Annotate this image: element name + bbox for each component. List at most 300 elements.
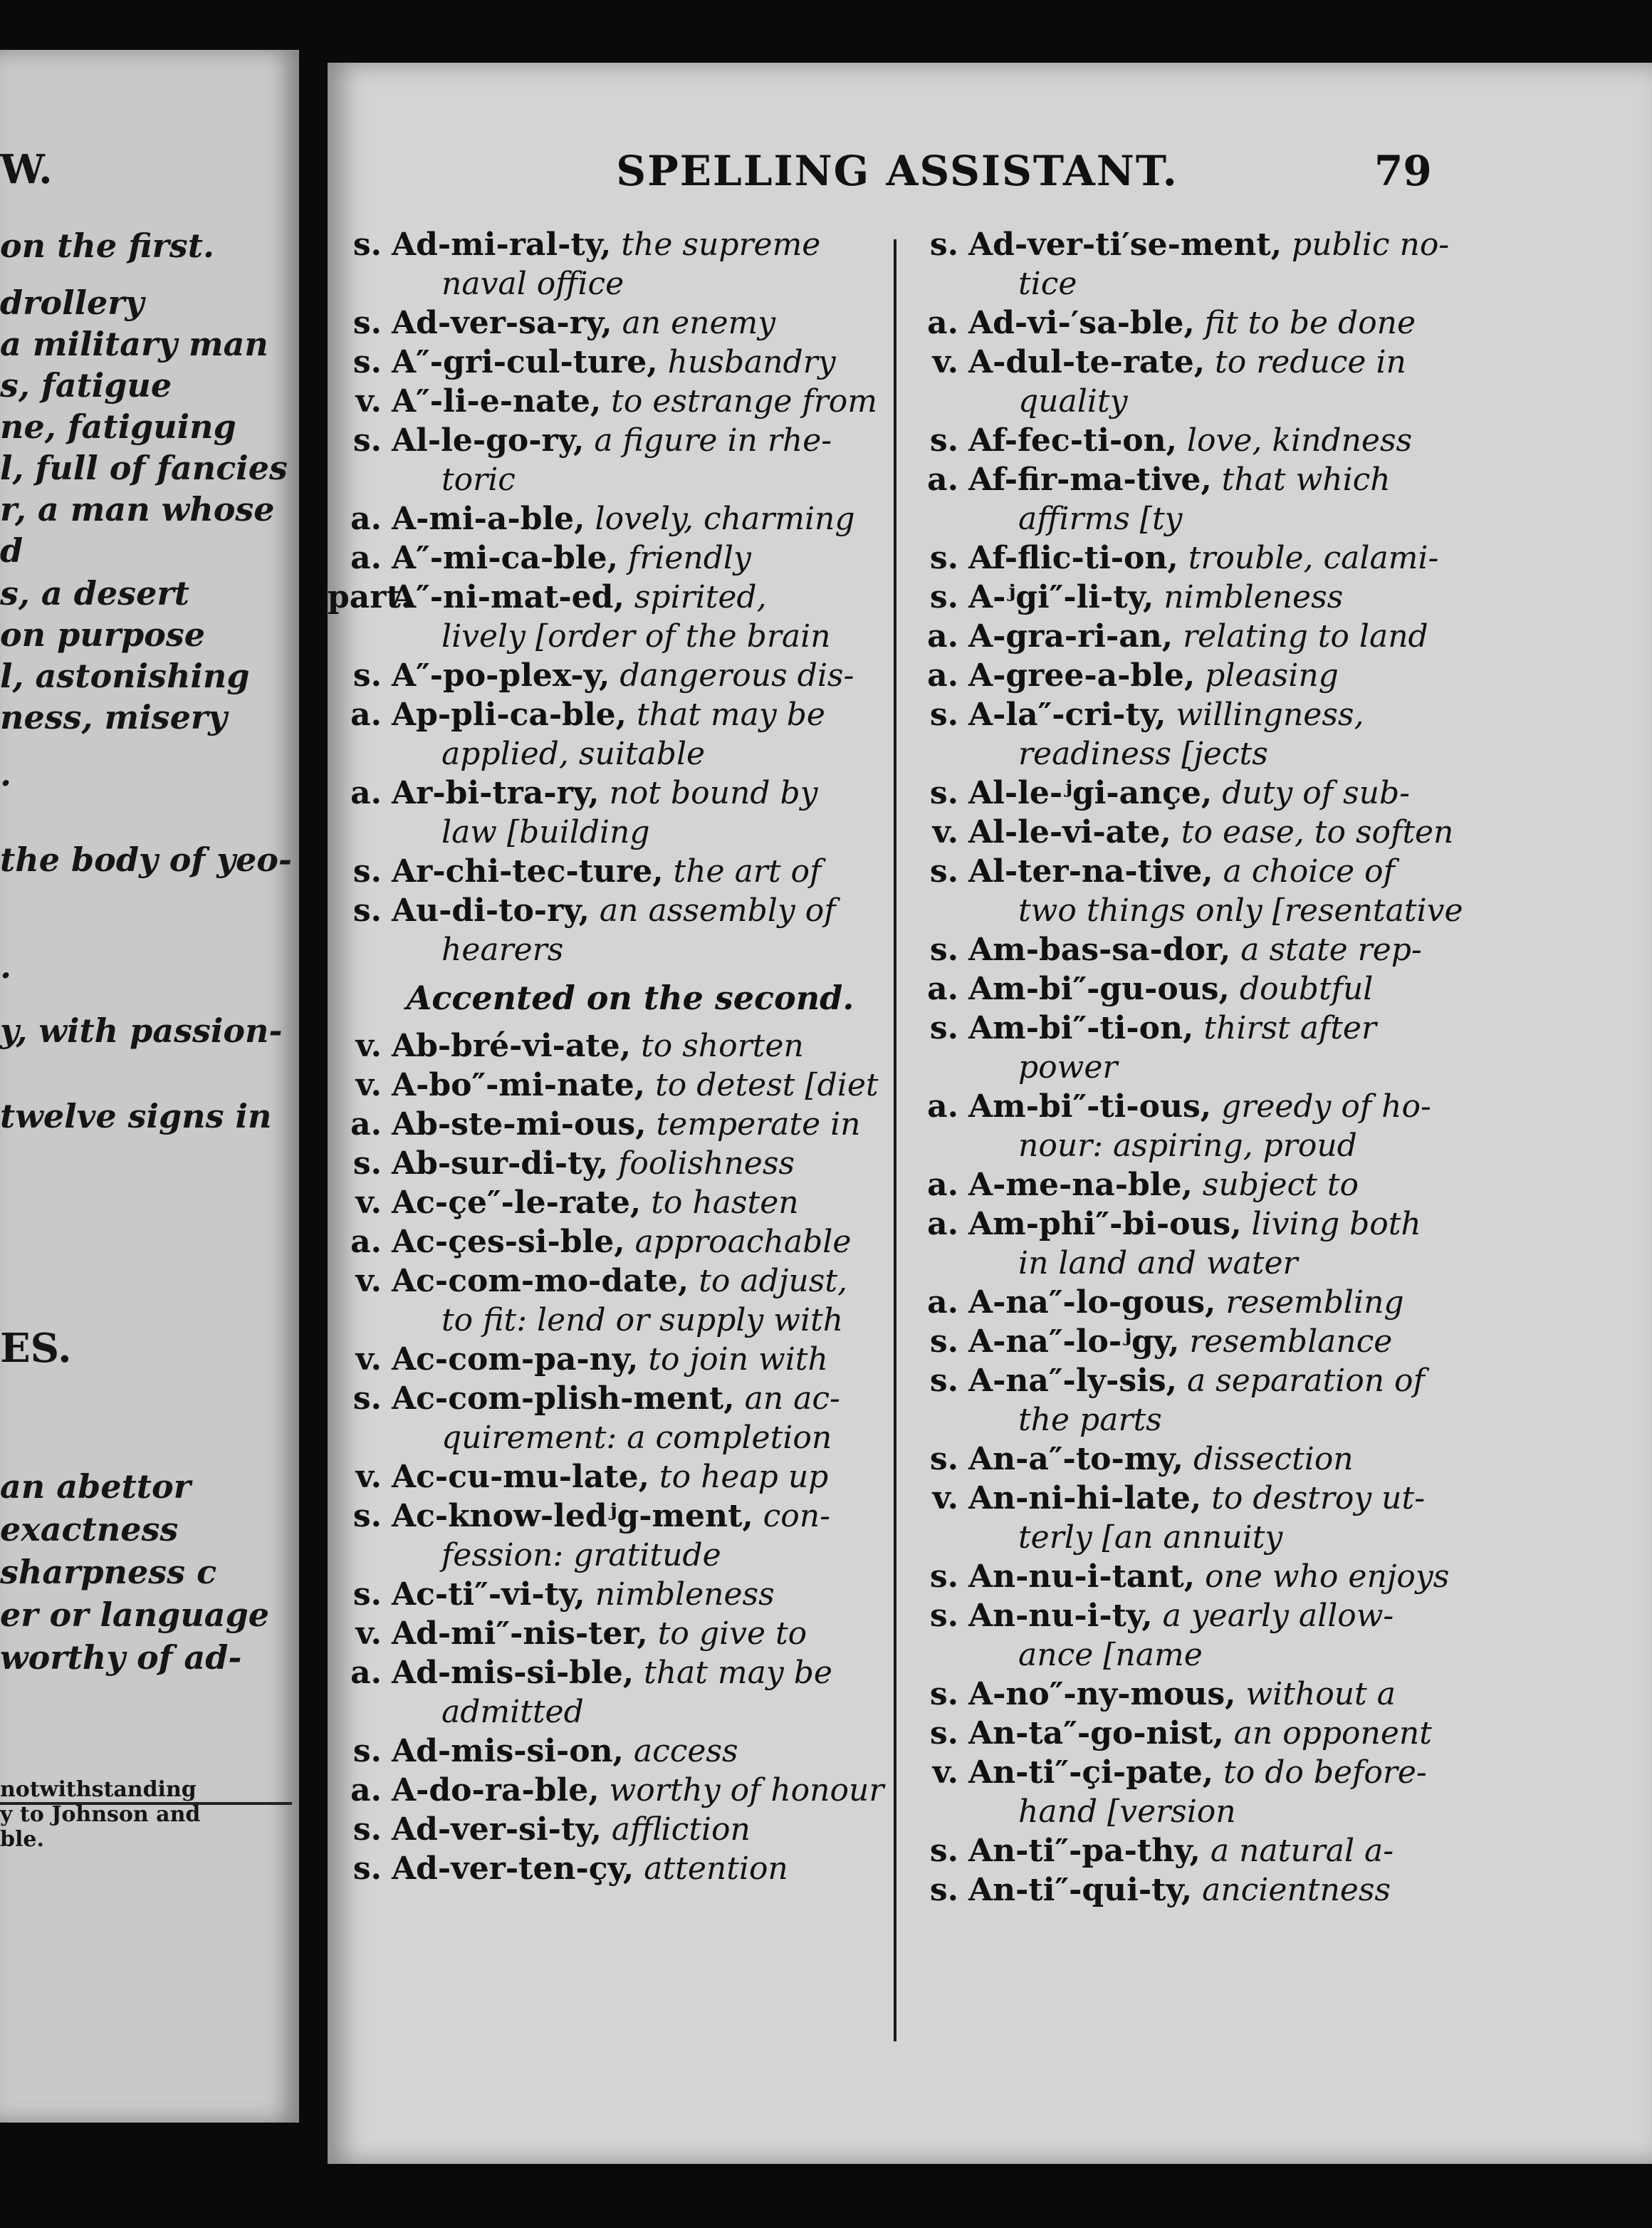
definition: not bound by — [609, 775, 818, 811]
headword: A-na″-lo-gous, — [968, 1284, 1216, 1321]
dictionary-entry — [904, 303, 1431, 343]
headword: Ac-ti″-vi-ty, — [392, 1576, 585, 1613]
dictionary-entry — [328, 1340, 890, 1379]
part-of-speech: a. — [927, 1284, 958, 1321]
dictionary-entry — [328, 499, 890, 538]
definition-continuation: admitted — [441, 1694, 584, 1730]
prev-page-line: y, with passion- — [0, 1011, 283, 1050]
part-of-speech: s. — [929, 1715, 958, 1751]
dictionary-entry — [328, 1732, 890, 1771]
definition-continuation: applied, suitable — [441, 736, 706, 772]
headword: Ac-know-ledʲg-ment, — [392, 1498, 753, 1534]
left-column — [328, 225, 890, 1888]
definition: ancientness — [1202, 1872, 1391, 1908]
headword: Ac-çe″-le-rate, — [392, 1185, 642, 1221]
headword: Al-le-vi-ate, — [968, 814, 1171, 850]
headword: Al-le-go-ry, — [392, 422, 585, 459]
prev-page-line: an abettor — [0, 1467, 191, 1506]
part-of-speech: s. — [352, 227, 382, 263]
part-of-speech: s. — [352, 853, 382, 890]
dictionary-page — [328, 63, 1652, 2164]
dictionary-entry — [904, 578, 1431, 617]
dictionary-entry — [328, 656, 890, 695]
dictionary-entry — [328, 343, 890, 382]
part-of-speech: a. — [350, 540, 382, 576]
dictionary-entry — [904, 617, 1431, 656]
dictionary-entry — [328, 1614, 890, 1653]
headword: A-ʲgi″-li-ty, — [968, 579, 1154, 615]
part-of-speech: s. — [929, 1363, 958, 1399]
part-of-speech: a. — [927, 618, 958, 655]
definition: a choice of — [1223, 853, 1395, 890]
part-of-speech: s. — [929, 422, 958, 459]
definition: husbandry — [667, 344, 836, 380]
definition: resemblance — [1189, 1323, 1393, 1360]
dictionary-entry — [904, 813, 1454, 852]
definition: spirited, — [634, 579, 767, 615]
definition-continuation: ance [name — [1018, 1637, 1203, 1673]
definition: fit to be done — [1204, 305, 1416, 341]
headword: Ab-bré-vi-ate, — [392, 1028, 632, 1064]
prev-page-line: er or language — [0, 1595, 270, 1634]
definition-continuation: in land and water — [1018, 1245, 1298, 1281]
part-of-speech: s. — [352, 657, 382, 694]
headword: Ac-com-pa-ny, — [392, 1341, 639, 1378]
definition-continuation: nour: aspiring, proud — [1018, 1128, 1357, 1164]
dictionary-entry — [328, 1066, 890, 1105]
headword: A-la″-cri-ty, — [968, 697, 1166, 733]
definition: to estrange from — [611, 383, 877, 420]
dictionary-entry — [904, 343, 1431, 382]
part-of-speech: s. — [352, 1850, 382, 1887]
part-of-speech: a. — [927, 305, 958, 341]
headword: Ac-cu-mu-late, — [392, 1459, 649, 1495]
definition-continuation: lively [order of the brain — [441, 618, 831, 655]
headword: An-ti″-pa-thy, — [968, 1833, 1201, 1869]
definition: an opponent — [1233, 1715, 1432, 1751]
definition: friendly — [627, 540, 751, 576]
headword: A″-gri-cul-ture, — [392, 344, 658, 380]
part-of-speech: s. — [929, 1323, 958, 1360]
previous-page — [0, 50, 299, 2123]
headword: Ad-ver-sa-ry, — [392, 305, 612, 341]
part-of-speech: s. — [929, 579, 958, 615]
part-of-speech: a. — [350, 1106, 382, 1142]
prev-page-line: d — [0, 531, 23, 570]
headword: A-no″-ny-mous, — [968, 1676, 1236, 1712]
definition: foolishness — [618, 1145, 795, 1182]
headword: Ad-ver-ti′se-ment, — [968, 227, 1282, 263]
headword: Ad-mis-si-on, — [392, 1733, 624, 1769]
headword: A″-li-e-nate, — [392, 383, 602, 420]
definition: a state rep- — [1240, 932, 1422, 968]
dictionary-entry — [904, 1870, 1431, 1910]
dictionary-entry — [904, 1753, 1431, 1792]
dictionary-entry — [328, 1810, 890, 1849]
headword: A-gree-a-ble, — [968, 657, 1196, 694]
part-of-speech: a. — [927, 462, 958, 498]
definition: a yearly allow- — [1162, 1598, 1394, 1634]
definition: doubtful — [1239, 971, 1374, 1007]
definition-continuation: two things only [resentative — [1018, 892, 1463, 929]
definition: a natural a- — [1210, 1833, 1394, 1869]
definition: resembling — [1225, 1284, 1404, 1321]
part-of-speech: v. — [932, 1480, 958, 1516]
headword: Ad-mi″-nis-ter, — [392, 1615, 648, 1652]
headword: Al-le-ʲgi-ançe, — [968, 775, 1213, 811]
definition-continuation: affirms [ty — [1018, 501, 1183, 537]
headword: Ad-mis-si-ble, — [392, 1655, 634, 1691]
definition-continuation: readiness [jects — [1018, 736, 1268, 772]
part-of-speech: v. — [355, 1185, 382, 1221]
part-of-speech: s. — [352, 1380, 382, 1417]
definition: approachable — [634, 1224, 852, 1260]
definition: to heap up — [659, 1459, 829, 1495]
definition: thirst after — [1203, 1010, 1376, 1046]
dictionary-entry — [904, 1557, 1450, 1596]
part-of-speech: a. — [927, 1167, 958, 1203]
dictionary-entry — [328, 382, 890, 421]
definition-continuation: power — [1018, 1049, 1118, 1086]
headword: Ad-ver-ten-çy, — [392, 1850, 634, 1887]
definition: duty of sub- — [1222, 775, 1410, 811]
prev-page-line: a military man — [0, 325, 268, 363]
prev-page-line: l, full of fancies — [0, 449, 288, 487]
dictionary-entry — [328, 1144, 890, 1183]
dictionary-entry — [328, 1261, 890, 1301]
definition: worthy of honour — [609, 1772, 884, 1808]
part-of-speech: s. — [352, 892, 382, 929]
part-of-speech: part. — [328, 579, 412, 615]
part-of-speech: a. — [350, 1655, 382, 1691]
definition: con- — [763, 1498, 830, 1534]
headword: Ar-bi-tra-ry, — [392, 775, 600, 811]
headword: A-do-ra-ble, — [392, 1772, 600, 1808]
headword: Au-di-to-ry, — [392, 892, 590, 929]
prev-page-line: on purpose — [0, 615, 205, 654]
definition: relating to land — [1183, 618, 1428, 655]
headword: A-dul-te-rate, — [968, 344, 1206, 380]
dictionary-entry — [328, 852, 890, 891]
page-number: 79 — [1374, 147, 1432, 195]
headword: A-na″-lo-ʲgy, — [968, 1323, 1180, 1360]
definition: love, kindness — [1186, 422, 1413, 459]
definition: to shorten — [641, 1028, 804, 1064]
prev-page-line: sharpness c — [0, 1553, 217, 1591]
definition: pleasing — [1205, 657, 1339, 694]
definition: to detest [diet — [655, 1067, 879, 1103]
part-of-speech: s. — [352, 1145, 382, 1182]
part-of-speech: a. — [927, 971, 958, 1007]
prev-page-line: ES. — [0, 1325, 72, 1372]
prev-page-line: on the first. — [0, 227, 214, 265]
definition: the art of — [673, 853, 822, 890]
part-of-speech: a. — [350, 697, 382, 733]
dictionary-entry — [904, 1087, 1431, 1126]
headword: Ac-com-mo-date, — [392, 1263, 689, 1299]
headword: A-mi-a-ble, — [392, 501, 585, 537]
definition: attention — [644, 1850, 788, 1887]
part-of-speech: s. — [352, 305, 382, 341]
definition-continuation: toric — [441, 462, 516, 498]
headword: Ar-chi-tec-ture, — [392, 853, 664, 890]
dictionary-entry — [328, 1575, 890, 1614]
part-of-speech: a. — [927, 1206, 958, 1242]
definition: that which — [1221, 462, 1391, 498]
prev-page-line: s, fatigue — [0, 366, 172, 405]
definition-continuation: hearers — [441, 932, 564, 968]
headword: A″-po-plex-y, — [392, 657, 610, 694]
definition: that may be — [644, 1655, 832, 1691]
part-of-speech: s. — [352, 344, 382, 380]
part-of-speech: s. — [929, 853, 958, 890]
dictionary-entry — [904, 1714, 1431, 1753]
prev-page-line: . — [0, 755, 12, 793]
dictionary-entry — [904, 1009, 1431, 1048]
dictionary-entry — [904, 421, 1431, 460]
headword: Af-flic-ti-on, — [968, 540, 1178, 576]
definition-continuation: to fit: lend or supply with — [441, 1302, 844, 1338]
part-of-speech: s. — [352, 1733, 382, 1769]
headword: A-gra-ri-an, — [968, 618, 1173, 655]
section-subheading: Accented on the second. — [406, 979, 854, 1017]
definition: to give to — [657, 1615, 807, 1652]
dictionary-entry — [904, 460, 1431, 499]
definition-continuation: tice — [1018, 266, 1077, 302]
headword: Ab-sur-di-ty, — [392, 1145, 609, 1182]
part-of-speech: a. — [350, 501, 382, 537]
headword: An-ti″-qui-ty, — [968, 1872, 1193, 1908]
definition: nimbleness — [595, 1576, 775, 1613]
definition: affliction — [611, 1811, 751, 1848]
prev-page-line: drollery — [0, 283, 145, 322]
part-of-speech: a. — [350, 775, 382, 811]
dictionary-entry — [328, 774, 890, 813]
column-divider — [894, 239, 896, 2041]
dictionary-entry — [904, 1283, 1431, 1322]
dictionary-entry — [904, 1479, 1431, 1518]
definition: the supreme — [621, 227, 821, 263]
definition: to destroy ut- — [1211, 1480, 1426, 1516]
part-of-speech: s. — [929, 932, 958, 968]
definition: living both — [1251, 1206, 1421, 1242]
prev-page-line: worthy of ad- — [0, 1638, 242, 1677]
part-of-speech: s. — [352, 1576, 382, 1613]
definition: public no- — [1292, 227, 1450, 263]
page-title: SPELLING ASSISTANT. — [616, 147, 1178, 195]
headword: Am-bi″-ti-on, — [968, 1010, 1194, 1046]
part-of-speech: a. — [350, 1224, 382, 1260]
part-of-speech: v. — [355, 383, 382, 420]
part-of-speech: v. — [355, 1067, 382, 1103]
definition-continuation: naval office — [441, 266, 624, 302]
prev-page-footnote: notwithstanding — [0, 1777, 197, 1802]
part-of-speech: s. — [352, 1811, 382, 1848]
dictionary-entry — [328, 1653, 890, 1692]
headword: Am-bas-sa-dor, — [968, 932, 1231, 968]
headword: A″-ni-mat-ed, — [392, 579, 624, 615]
part-of-speech: s. — [929, 1676, 958, 1712]
headword: A-na″-ly-sis, — [968, 1363, 1177, 1399]
definition: without a — [1245, 1676, 1396, 1712]
right-column — [904, 225, 1463, 1910]
part-of-speech: v. — [355, 1341, 382, 1378]
part-of-speech: s. — [929, 697, 958, 733]
prev-page-line: W. — [0, 146, 53, 193]
definition-continuation: law [building — [441, 814, 650, 850]
definition: an ac- — [744, 1380, 840, 1417]
prev-page-line: r, a man whose — [0, 490, 275, 529]
part-of-speech: s. — [929, 1558, 958, 1595]
dictionary-entry — [904, 1675, 1431, 1714]
dictionary-entry — [904, 695, 1431, 734]
dictionary-entry — [904, 852, 1431, 891]
definition: to do before- — [1223, 1754, 1427, 1791]
definition-continuation: fession: gratitude — [441, 1537, 721, 1573]
definition: trouble, calami- — [1188, 540, 1439, 576]
part-of-speech: s. — [929, 540, 958, 576]
prev-page-line: twelve signs in — [0, 1097, 272, 1135]
headword: An-nu-i-ty, — [968, 1598, 1153, 1634]
dictionary-entry — [328, 695, 890, 734]
definition: subject to — [1202, 1167, 1359, 1203]
dictionary-entry — [904, 1361, 1431, 1400]
dictionary-entry — [904, 1831, 1431, 1870]
headword: Ac-com-plish-ment, — [392, 1380, 735, 1417]
prev-page-line: s, a desert — [0, 574, 189, 613]
dictionary-entry — [328, 1105, 890, 1144]
part-of-speech: v. — [932, 344, 958, 380]
definition: temperate in — [656, 1106, 861, 1142]
part-of-speech: v. — [355, 1263, 382, 1299]
dictionary-entry — [904, 1596, 1431, 1635]
definition-continuation: quirement: a completion — [441, 1420, 832, 1456]
definition: an enemy — [622, 305, 776, 341]
dictionary-entry — [328, 538, 890, 578]
definition: access — [633, 1733, 738, 1769]
part-of-speech: a. — [350, 1772, 382, 1808]
part-of-speech: s. — [352, 422, 382, 459]
part-of-speech: s. — [929, 1598, 958, 1634]
headword: A-bo″-mi-nate, — [392, 1067, 646, 1103]
definition: one who enjoys — [1205, 1558, 1450, 1595]
part-of-speech: a. — [927, 1088, 958, 1125]
part-of-speech: s. — [352, 1498, 382, 1534]
dictionary-entry — [904, 1322, 1431, 1361]
dictionary-entry — [904, 930, 1431, 969]
headword: An-ta″-go-nist, — [968, 1715, 1224, 1751]
part-of-speech: v. — [932, 1754, 958, 1791]
definition: a separation of — [1186, 1363, 1425, 1399]
definition-continuation: the parts — [1018, 1402, 1162, 1438]
prev-page-line: . — [0, 947, 12, 986]
definition: to join with — [648, 1341, 828, 1378]
definition: to hasten — [651, 1185, 799, 1221]
part-of-speech: a. — [927, 657, 958, 694]
dictionary-entry — [328, 891, 890, 930]
headword: Af-fec-ti-on, — [968, 422, 1177, 459]
part-of-speech: v. — [932, 814, 958, 850]
headword: A″-mi-ca-ble, — [392, 540, 618, 576]
dictionary-entry — [328, 303, 890, 343]
part-of-speech: s. — [929, 227, 958, 263]
definition: to ease, to soften — [1181, 814, 1454, 850]
part-of-speech: v. — [355, 1459, 382, 1495]
prev-page-footnote: y to Johnson and — [0, 1802, 201, 1827]
headword: An-a″-to-my, — [968, 1441, 1183, 1477]
headword: Al-ter-na-tive, — [968, 853, 1213, 890]
definition: lovely, charming — [595, 501, 855, 537]
dictionary-entry — [328, 421, 890, 460]
part-of-speech: s. — [929, 1872, 958, 1908]
headword: Am-bi″-ti-ous, — [968, 1088, 1212, 1125]
definition: a figure in rhe- — [594, 422, 832, 459]
dictionary-entry — [904, 774, 1431, 813]
prev-page-line: exactness — [0, 1510, 179, 1548]
dictionary-entry — [904, 1204, 1431, 1244]
prev-page-line: the body of yeo- — [0, 840, 292, 879]
definition-continuation: hand [version — [1018, 1794, 1236, 1830]
part-of-speech: s. — [929, 1833, 958, 1869]
definition: to adjust, — [699, 1263, 848, 1299]
dictionary-entry — [328, 578, 890, 617]
definition: dangerous dis- — [620, 657, 854, 694]
dictionary-entry — [328, 225, 890, 264]
headword: Af-fir-ma-tive, — [968, 462, 1212, 498]
definition-continuation: quality — [1018, 383, 1128, 420]
definition-continuation: terly [an annuity — [1018, 1519, 1283, 1556]
dictionary-entry — [904, 225, 1450, 264]
prev-page-line: ness, misery — [0, 698, 227, 736]
dictionary-entry — [328, 1496, 890, 1536]
headword: Ad-ver-si-ty, — [392, 1811, 602, 1848]
dictionary-entry — [904, 1165, 1431, 1204]
headword: An-ti″-çi-pate, — [968, 1754, 1214, 1791]
part-of-speech: s. — [929, 1441, 958, 1477]
headword: Ac-çes-si-ble, — [392, 1224, 625, 1260]
dictionary-entry — [328, 1849, 890, 1888]
headword: Ad-vi-′sa-ble, — [968, 305, 1195, 341]
dictionary-entry — [328, 1771, 890, 1810]
dictionary-entry — [328, 1183, 890, 1222]
definition: willingness, — [1176, 697, 1364, 733]
dictionary-entry — [328, 1379, 890, 1418]
part-of-speech: s. — [929, 1010, 958, 1046]
dictionary-entry — [904, 1440, 1431, 1479]
dictionary-entry — [904, 969, 1431, 1009]
definition: an assembly of — [599, 892, 836, 929]
dictionary-entry — [904, 656, 1431, 695]
dictionary-entry — [328, 1222, 890, 1261]
dictionary-entry — [904, 538, 1439, 578]
definition: greedy of ho- — [1221, 1088, 1431, 1125]
definition: to reduce in — [1215, 344, 1406, 380]
definition: dissection — [1193, 1441, 1354, 1477]
definition: that may be — [636, 697, 825, 733]
headword: Ap-pli-ca-ble, — [392, 697, 627, 733]
headword: Ad-mi-ral-ty, — [392, 227, 612, 263]
headword: Ab-ste-mi-ous, — [392, 1106, 647, 1142]
headword: Am-bi″-gu-ous, — [968, 971, 1230, 1007]
part-of-speech: v. — [355, 1028, 382, 1064]
prev-page-line: l, astonishing — [0, 657, 250, 695]
part-of-speech: v. — [355, 1615, 382, 1652]
definition: nimbleness — [1164, 579, 1344, 615]
headword: An-nu-i-tant, — [968, 1558, 1196, 1595]
dictionary-entry — [328, 1457, 890, 1496]
headword: Am-phi″-bi-ous, — [968, 1206, 1242, 1242]
prev-page-footnote: ble. — [0, 1827, 44, 1852]
